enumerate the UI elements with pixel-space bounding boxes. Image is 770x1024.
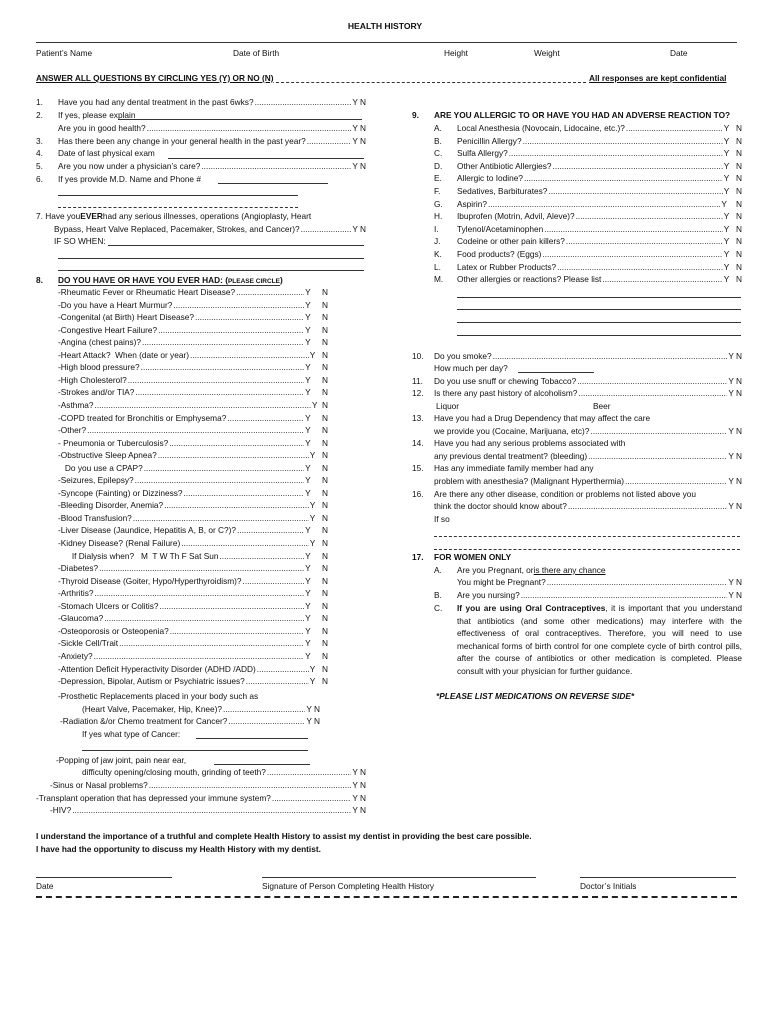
yes-no-condition[interactable]: Y N — [305, 362, 328, 373]
allergy-letter: K. — [434, 249, 442, 259]
condition-row — [58, 449, 328, 462]
yes-no-allergy[interactable]: Y N — [721, 198, 742, 209]
question-14: 14. Have you had any serious problems associated with — [412, 438, 626, 448]
liquor-option[interactable]: Liquor — [436, 401, 460, 411]
statement-line-1: I understand the importance of a truthful and complete Health History to assist my dentist in providing the best care possible. — [36, 831, 532, 841]
allergy-label: Sedatives, Barbiturates? — [457, 186, 548, 196]
question-16-sub: think the doctor should know about? ..... Y N — [434, 500, 742, 513]
yes-no-condition[interactable]: Y N — [305, 487, 328, 498]
yes-no-condition[interactable]: Y N — [312, 399, 328, 410]
condition-row — [58, 625, 328, 638]
condition-label: -Thyroid Disease (Goiter, Hypo/Hyperthyroidism)? — [58, 575, 242, 586]
yes-no-condition[interactable]: Y N — [305, 425, 328, 436]
md-phone-field[interactable] — [218, 183, 328, 184]
jaw-row: -Popping of jaw joint, pain near ear, — [56, 755, 187, 765]
condition-label: -Anxiety? — [58, 650, 93, 661]
yes-no-q12[interactable]: Y N — [728, 388, 742, 398]
when-line-2[interactable] — [58, 258, 364, 259]
yes-no-condition[interactable]: Y N — [305, 324, 328, 335]
allergy-row — [434, 185, 742, 198]
allergy-letter: G. — [434, 198, 443, 209]
condition-row — [58, 637, 328, 650]
allergy-letter: I. — [434, 223, 439, 234]
condition-row — [58, 612, 328, 625]
condition-row — [58, 487, 328, 500]
condition-row — [58, 324, 328, 337]
condition-row — [58, 336, 328, 349]
yes-no-q3[interactable]: Y N — [352, 136, 366, 146]
yes-no-radiation[interactable]: Y N — [306, 716, 320, 726]
yes-no-condition[interactable]: Y N — [309, 538, 328, 548]
hiv-row: -HIV? ..... Y N — [50, 804, 366, 817]
allergy-row — [434, 147, 742, 160]
condition-row — [58, 600, 328, 613]
yes-no-condition[interactable]: Y N — [309, 676, 328, 687]
allergy-row — [434, 273, 742, 286]
condition-label: -Diabetes? — [58, 563, 99, 574]
allergy-label: Local Anesthesia (Novocain, Lidocaine, etc.)? — [457, 123, 625, 133]
md-line-1[interactable] — [58, 195, 298, 196]
condition-label: -Stomach Ulcers or Colitis? — [58, 600, 159, 611]
confidential-note: All responses are kept confidential — [589, 73, 727, 83]
yes-no-condition[interactable]: Y N — [305, 588, 328, 599]
yes-no-allergy[interactable]: Y N — [723, 148, 742, 159]
condition-label: -COPD treated for Bronchitis or Emphysema? — [58, 412, 227, 423]
question-9-title: 9. ARE YOU ALLERGIC TO OR HAVE YOU HAD AN ADVERSE REACTION TO? — [412, 110, 731, 120]
yes-no-q15[interactable]: Y N — [728, 476, 742, 486]
condition-row — [58, 663, 328, 676]
signature-line[interactable] — [262, 877, 536, 878]
condition-label: -Asthma? — [58, 399, 94, 410]
allergy-letter: D. — [434, 160, 443, 171]
condition-label: -Congenital (at Birth) Heart Disease? — [58, 312, 195, 323]
allergy-label: Aspirin? — [457, 198, 487, 209]
yes-no-condition[interactable]: Y N — [305, 525, 328, 536]
yes-no-allergy[interactable]: Y N — [723, 123, 742, 133]
jaw-field[interactable] — [214, 764, 310, 765]
sinus-row: -Sinus or Nasal problems? ..... Y N — [50, 779, 366, 792]
yes-no-condition[interactable]: Y N — [309, 500, 328, 511]
yes-no-q13[interactable]: Y N — [728, 426, 742, 436]
yes-no-condition[interactable]: Y N — [305, 563, 328, 574]
condition-row — [58, 374, 328, 387]
condition-label: -Angina (chest pains)? — [58, 337, 142, 348]
allergy-row — [434, 122, 742, 135]
allergy-row — [434, 261, 742, 274]
yes-no-condition[interactable]: Y N — [305, 412, 328, 423]
footer-dashed-rule — [36, 896, 737, 898]
allergy-letter: L. — [434, 261, 441, 272]
condition-row — [58, 412, 328, 425]
condition-row — [58, 424, 328, 437]
prosthetic-line: -Prosthetic Replacements placed in your body such as — [58, 691, 259, 701]
question-13: 13. Have you had a Drug Dependency that may affect the care — [412, 413, 651, 423]
allergy-letter: C. — [434, 148, 443, 159]
jaw-row-2: difficulty opening/closing mouth, grinding of teeth? ..... Y N — [82, 766, 366, 779]
condition-row — [58, 311, 328, 324]
condition-row — [58, 650, 328, 663]
allergy-letter: F. — [434, 186, 441, 196]
question-13-sub: we provide you (Cocaine, Marijuana, etc)? ..... Y N — [434, 425, 742, 438]
allergy-label: Food products? (Eggs) — [457, 249, 542, 259]
condition-row — [58, 512, 328, 525]
yes-no-q11[interactable]: Y N — [728, 376, 742, 386]
cancer-type-line-2[interactable] — [82, 750, 308, 751]
allergy-list-line-1[interactable] — [457, 297, 741, 298]
yes-no-condition[interactable]: Y N — [305, 462, 328, 473]
yes-no-pregnant[interactable]: Y N — [728, 577, 742, 587]
allergy-row — [434, 135, 742, 148]
signature-date-label: Date — [36, 881, 54, 891]
condition-label: - Pneumonia or Tuberculosis? — [58, 437, 169, 448]
yes-no-q2b[interactable]: Y N — [352, 123, 366, 133]
question-17a: A. Are you Pregnant, or is there any chance — [434, 565, 606, 575]
yes-no-condition[interactable]: Y N — [309, 450, 328, 461]
medications-note: *PLEASE LIST MEDICATIONS ON REVERSE SIDE* — [436, 691, 635, 701]
date-label: Date — [670, 48, 688, 58]
question-2b: Are you in good health? ..... Y N — [58, 122, 366, 135]
condition-label: -Glaucoma? — [58, 613, 104, 624]
yes-no-condition[interactable]: Y N — [305, 638, 328, 649]
condition-label: -Osteoporosis or Osteopenia? — [58, 625, 169, 636]
condition-label: If Dialysis when? M T W Th F Sat Sun — [58, 550, 219, 561]
condition-label: -Bleeding Disorder, Anemia? — [58, 500, 164, 511]
yes-no-sinus[interactable]: Y N — [352, 780, 366, 790]
yes-no-q1[interactable]: Y N — [352, 97, 366, 107]
explain-field[interactable] — [118, 119, 362, 120]
question-16-ifso: If so — [434, 514, 450, 524]
question-1: 1. Have you had any dental treatment in the past 6wks? ..... Y N — [36, 96, 366, 109]
condition-label: -Seizures, Epilepsy? — [58, 475, 134, 486]
condition-label: -Other? — [58, 425, 87, 436]
question-7-when: IF SO WHEN: — [54, 236, 106, 246]
allergy-row — [434, 223, 742, 236]
allergy-label: Other Antibiotic Allergies? — [457, 160, 552, 171]
yes-no-condition[interactable]: Y N — [305, 299, 328, 310]
condition-row — [58, 299, 328, 312]
allergy-letter: H. — [434, 211, 443, 222]
beer-option[interactable]: Beer — [593, 401, 611, 411]
yes-no-condition[interactable]: Y N — [305, 613, 328, 624]
allergy-letter: J. — [434, 236, 441, 247]
question-2: 2. If yes, please explain — [36, 110, 136, 120]
cancer-type-field[interactable] — [196, 738, 308, 739]
condition-label: -Attention Deficit Hyperactivity Disorder (ADHD /ADD) — [58, 663, 256, 674]
condition-row — [58, 587, 328, 600]
yes-no-allergy[interactable]: Y N — [723, 261, 742, 272]
allergy-letter: E. — [434, 173, 442, 184]
question-8-title: 8. DO YOU HAVE OR HAVE YOU EVER HAD: ( PLEASE CIRCLE ) — [36, 275, 283, 285]
allergy-row — [434, 198, 742, 211]
height-label: Height — [444, 48, 468, 58]
allergy-label: Allergic to Iodine? — [457, 173, 523, 184]
yes-no-hiv[interactable]: Y N — [352, 805, 366, 815]
question-16: 16. Are there any other disease, condition or problems not listed above you — [412, 489, 696, 499]
yes-no-condition[interactable]: Y N — [305, 550, 328, 561]
yes-no-condition[interactable]: Y N — [309, 349, 328, 360]
yes-no-q7[interactable]: Y N — [352, 224, 366, 234]
yes-no-allergy[interactable]: Y N — [723, 211, 742, 222]
question-10: 10. Do you smoke? ..... Y N — [412, 350, 742, 363]
yes-no-condition[interactable]: Y N — [309, 663, 328, 674]
header-rule — [36, 42, 737, 43]
condition-label: -Obstructive Sleep Apnea? — [58, 450, 157, 461]
instruction-dash — [276, 82, 586, 83]
allergy-label: Penicillin Allergy? — [457, 135, 522, 146]
condition-row — [58, 675, 328, 688]
question-5: 5. Are you now under a physician’s care? ..... Y N — [36, 160, 366, 173]
condition-row — [58, 386, 328, 399]
condition-label: -Blood Transfusion? — [58, 512, 132, 523]
when-line-3[interactable] — [58, 270, 364, 271]
allergy-row — [434, 172, 742, 185]
question-7-cont: Bypass, Heart Valve Replaced, Pacemaker, Strokes, and Cancer)? ..... Y N — [54, 223, 366, 236]
yes-no-condition[interactable]: Y N — [305, 575, 328, 586]
allergy-row — [434, 235, 742, 248]
yes-no-allergy[interactable]: Y N — [723, 236, 742, 247]
allergy-row — [434, 160, 742, 173]
condition-row — [58, 550, 328, 563]
condition-row — [58, 499, 328, 512]
question-4: 4. Date of last physical exam — [36, 148, 155, 158]
condition-row — [58, 361, 328, 374]
condition-label: -Rheumatic Fever or Rheumatic Heart Disease? — [58, 287, 236, 297]
yes-no-allergy[interactable]: Y N — [723, 223, 742, 234]
question-15: 15. Has any immediate family member had any — [412, 463, 594, 473]
allergy-list-line-2[interactable] — [457, 309, 741, 310]
radiation-row: -Radiation &/or Chemo treatment for Cancer? ..... Y N — [60, 715, 320, 728]
yes-no-condition[interactable]: Y N — [309, 512, 328, 523]
ifso-line-2[interactable] — [434, 549, 740, 550]
question-15-sub: problem with anesthesia? (Malignant Hyperthermia) ..... Y N — [434, 475, 742, 488]
condition-label: -High Cholesterol? — [58, 374, 127, 385]
allergy-letter: M. — [434, 274, 444, 285]
condition-label: -Arthritis? — [58, 588, 94, 599]
question-10-sub: How much per day? — [434, 363, 508, 373]
yes-no-condition[interactable]: Y N — [305, 625, 328, 636]
allergy-label: Latex or Rubber Products? — [457, 261, 557, 272]
yes-no-condition[interactable]: Y N — [305, 387, 328, 398]
question-17b: B. Are you nursing? ..... Y N — [434, 589, 742, 602]
transplant-row: -Transplant operation that has depressed your immune system? ..... Y N — [36, 792, 366, 805]
allergy-label: Ibuprofen (Motrin, Advil, Aleve)? — [457, 211, 575, 222]
page-title: HEALTH HISTORY — [347, 21, 423, 31]
condition-label: -Sickle Cell/Trait — [58, 638, 119, 649]
allergy-label: Tylenol/Acetaminophen — [457, 223, 544, 234]
condition-label: -Strokes and/or TIA? — [58, 387, 135, 398]
doctor-initials-label: Doctor’s Initials — [580, 881, 637, 891]
yes-no-q10[interactable]: Y N — [728, 351, 742, 361]
yes-no-condition[interactable]: Y N — [305, 374, 328, 385]
ifso-line-1[interactable] — [434, 536, 740, 537]
yes-no-condition[interactable]: Y N — [305, 475, 328, 486]
yes-no-transplant[interactable]: Y N — [352, 793, 366, 803]
yes-no-nursing[interactable]: Y N — [728, 590, 742, 600]
condition-row — [58, 575, 328, 588]
allergy-label: Sulfa Allergy? — [457, 148, 508, 159]
yes-no-allergy[interactable]: Y N — [723, 160, 742, 171]
condition-label: -Congestive Heart Failure? — [58, 324, 158, 335]
allergy-row — [434, 210, 742, 223]
condition-row — [58, 474, 328, 487]
question-3: 3. Has there been any change in your general health in the past year? ..... Y N — [36, 135, 366, 148]
initials-line[interactable] — [580, 877, 736, 878]
condition-row — [58, 399, 328, 412]
yes-no-jaw[interactable]: Y N — [352, 767, 366, 777]
md-line-2[interactable] — [58, 207, 298, 208]
allergy-label: Codeine or other pain killers? — [457, 236, 565, 247]
condition-label: -Depression, Bipolar, Autism or Psychiatric issues? — [58, 676, 245, 687]
weight-label: Weight — [534, 48, 560, 58]
allergy-list-line-3[interactable] — [457, 322, 741, 323]
allergy-letter: B. — [434, 135, 442, 146]
smoke-amount-field[interactable] — [518, 372, 594, 373]
prosthetic-row: (Heart Valve, Pacemaker, Hip, Knee)? ..... Y N — [82, 703, 320, 716]
condition-row — [58, 437, 328, 450]
signature-label: Signature of Person Completing Health History — [262, 881, 435, 891]
date-signature-line[interactable] — [36, 877, 172, 878]
yes-no-q16[interactable]: Y N — [728, 501, 742, 511]
question-17-title: 17. FOR WOMEN ONLY — [412, 552, 512, 562]
yes-no-allergy[interactable]: Y N — [723, 186, 742, 196]
instructions: ANSWER ALL QUESTIONS BY CIRCLING YES (Y) OR NO (N) — [36, 73, 274, 83]
question-12: 12. Is there any past history of alcoholism? ..... Y N — [412, 387, 742, 400]
yes-no-q14[interactable]: Y N — [728, 451, 742, 461]
condition-row — [58, 537, 328, 550]
patient-name-label: Patient’s Name — [36, 48, 93, 58]
condition-label: Do you use a CPAP? — [58, 462, 143, 473]
question-17c: If you are using Oral Contraceptives, it is important that you understand that antibiotics (and some other medications) may interfere with the effectiveness of oral contraceptives. Therefore, you will need to use mechanical forms of birth control for one complete cycle of birth control pills, after the course of antibiotics or other medication is completed. Please consult with your physician for further guidance. — [457, 603, 742, 676]
condition-row — [58, 286, 328, 299]
yes-no-prosthetic[interactable]: Y N — [306, 704, 320, 714]
question-17a-sub: You might be Pregnant? ..... Y N — [457, 576, 742, 589]
yes-no-condition[interactable]: Y N — [305, 650, 328, 661]
condition-label: -High blood pressure? — [58, 362, 140, 373]
condition-row — [58, 462, 328, 475]
question-6: 6. If yes provide M.D. Name and Phone # — [36, 174, 201, 184]
yes-no-condition[interactable]: Y N — [305, 337, 328, 348]
yes-no-allergy[interactable]: Y N — [723, 173, 742, 184]
condition-label: -Heart Attack? When (date or year) — [58, 349, 189, 360]
question-11: 11. Do you use snuff or chewing Tobacco? ..... Y N — [412, 375, 742, 388]
when-field[interactable] — [108, 245, 364, 246]
allergy-row — [434, 248, 742, 261]
statement-line-2: I have had the opportunity to discuss my Health History with my dentist. — [36, 844, 321, 854]
allergy-list-line-4[interactable] — [457, 335, 741, 336]
condition-label: -Kidney Disease? (Renal Failure) — [58, 538, 181, 548]
yes-no-condition[interactable]: Y N — [305, 600, 328, 611]
yes-no-condition[interactable]: Y N — [305, 287, 328, 297]
yes-no-condition[interactable]: Y N — [305, 437, 328, 448]
condition-row — [58, 524, 328, 537]
question-7: 7. Have you EVER had any serious illnesses, operations (Angioplasty, Heart — [36, 211, 312, 221]
condition-row — [58, 562, 328, 575]
condition-label: -Do you have a Heart Murmur? — [58, 299, 173, 310]
allergy-label: Other allergies or reactions? Please list — [457, 274, 602, 285]
condition-row — [58, 349, 328, 362]
yes-no-q5[interactable]: Y N — [352, 161, 366, 171]
yes-no-allergy[interactable]: Y N — [723, 135, 742, 146]
allergy-letter: A. — [434, 123, 442, 133]
yes-no-allergy[interactable]: Y N — [723, 249, 742, 259]
condition-label: -Liver Disease (Jaundice, Hepatitis A, B, or C?)? — [58, 525, 236, 536]
yes-no-allergy[interactable]: Y N — [723, 274, 742, 285]
question-14-sub: any previous dental treatment? (bleeding) ..... Y N — [434, 450, 742, 463]
cancer-type-row: If yes what type of Cancer: — [82, 729, 181, 739]
dob-label: Date of Birth — [233, 48, 280, 58]
condition-label: -Syncope (Fainting) or Dizziness? — [58, 487, 183, 498]
yes-no-condition[interactable]: Y N — [305, 312, 328, 323]
physical-exam-field[interactable] — [168, 158, 364, 159]
